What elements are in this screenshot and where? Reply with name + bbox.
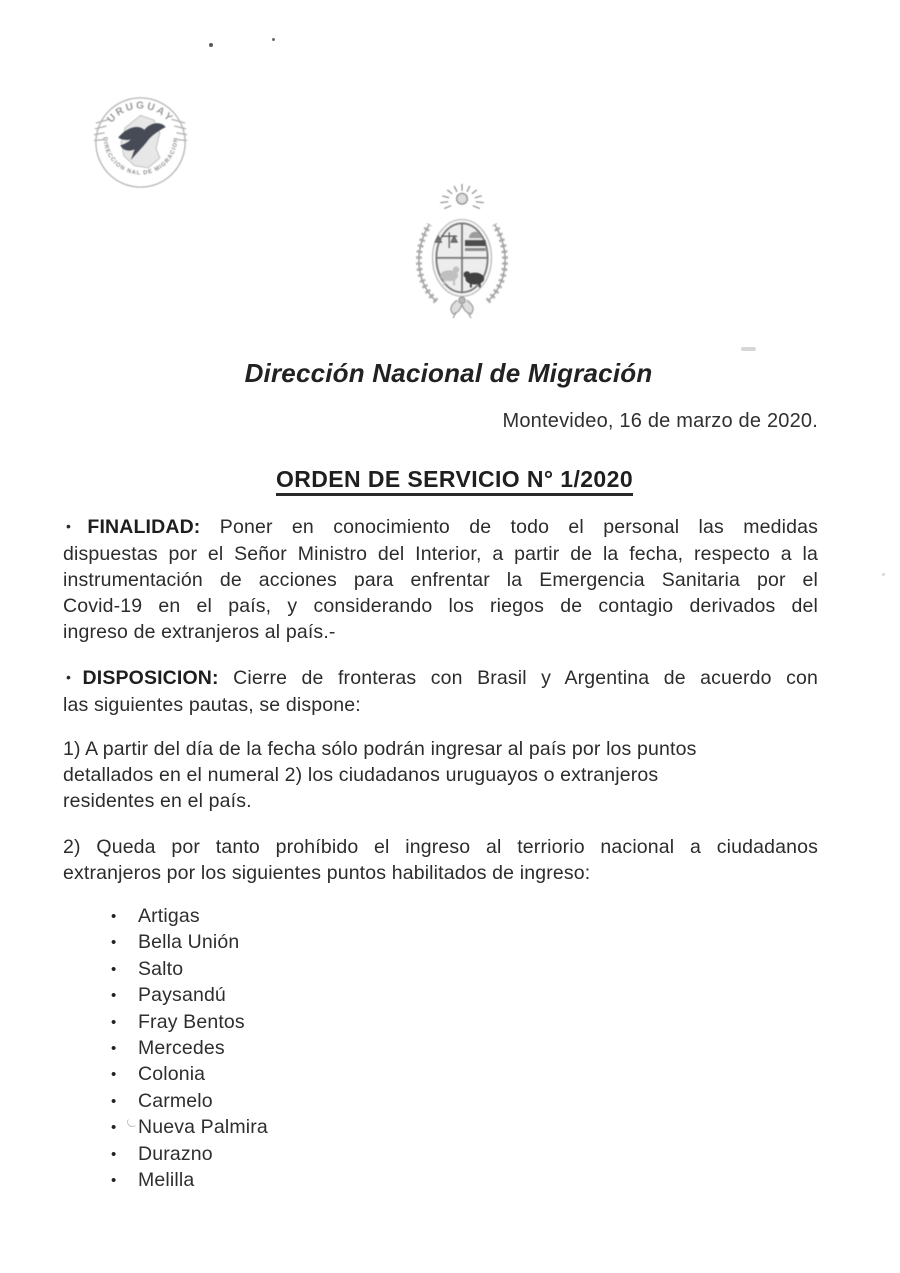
paragraph-line: residentes en el país. bbox=[63, 790, 252, 812]
border-point-label: Melilla bbox=[138, 1169, 195, 1192]
paragraph-line: instrumentación de acciones para enfrentar la Emergencia Sanitaria por el bbox=[63, 569, 818, 591]
bullet-dot: • bbox=[66, 669, 72, 685]
border-point-label: Artigas bbox=[138, 905, 200, 927]
border-point-label: Bella Unión bbox=[138, 931, 240, 954]
border-point-label: Colonia bbox=[138, 1063, 206, 1086]
list-item bbox=[111, 1088, 818, 1114]
disposicion-paragraph bbox=[63, 665, 818, 718]
finalidad-label: FINALIDAD: bbox=[87, 516, 201, 538]
paragraph-line: detallados en el numeral 2) los ciudadanos uruguayos o extranjeros bbox=[63, 764, 659, 786]
border-point-label: Durazno bbox=[138, 1142, 213, 1165]
bullet-dot: • bbox=[111, 1119, 117, 1137]
finalidad-paragraph bbox=[63, 514, 818, 645]
list-item bbox=[111, 1061, 818, 1087]
paragraph-text: Cierre de fronteras con Brasil y Argentina de acuerdo con bbox=[233, 667, 818, 689]
border-points-list bbox=[63, 903, 818, 1193]
bullet-dot: • bbox=[111, 1172, 117, 1190]
list-item bbox=[111, 903, 818, 929]
bullet-dot: • bbox=[111, 1145, 117, 1163]
bullet-dot: • bbox=[111, 987, 117, 1005]
disposicion-label: DISPOSICION: bbox=[82, 667, 219, 689]
paragraph-line: ingreso de extranjeros al país.- bbox=[63, 621, 336, 643]
list-item bbox=[111, 1141, 818, 1167]
date-line: Montevideo, 16 de marzo de 2020. bbox=[502, 410, 818, 432]
scan-speck bbox=[882, 573, 885, 576]
paragraph-line: Covid-19 en el país, y considerando los riegos de contagio derivados del bbox=[63, 595, 818, 617]
list-item bbox=[111, 1035, 818, 1061]
paragraph-line: dispuestas por el Señor Ministro del Interior, a partir de la fecha, respecto a la bbox=[63, 543, 818, 565]
border-point-label: Carmelo bbox=[138, 1089, 213, 1112]
numbered-item-1 bbox=[63, 736, 818, 814]
bullet-dot: • bbox=[111, 1040, 117, 1058]
list-item bbox=[111, 956, 818, 982]
bullet-dot: • bbox=[111, 1066, 117, 1084]
border-point-label: Salto bbox=[138, 957, 184, 980]
list-item bbox=[111, 982, 818, 1008]
border-point-label: Paysandú bbox=[138, 984, 226, 1007]
list-item bbox=[111, 1009, 818, 1035]
border-point-label: Fray Bentos bbox=[138, 1010, 245, 1033]
organization-title: Dirección Nacional de Migración bbox=[244, 358, 653, 388]
paragraph-text: Poner en conocimiento de todo el personal las medidas bbox=[219, 516, 818, 538]
list-item bbox=[111, 1167, 818, 1193]
stamp-top-text: URUGUAY bbox=[105, 100, 176, 126]
list-item bbox=[111, 929, 818, 955]
order-heading-text: ORDEN DE SERVICIO N° 1/2020 bbox=[276, 466, 633, 496]
border-point-label: Mercedes bbox=[138, 1037, 225, 1060]
paragraph-line: 2) Queda por tanto prohíbido el ingreso al terriorio nacional a ciudadanos bbox=[63, 836, 818, 858]
bullet-dot: • bbox=[111, 960, 117, 978]
document-body bbox=[63, 0, 818, 1193]
paragraph-line bbox=[63, 514, 818, 541]
stamp-bottom-text: DIRECCION NAL DE MIGRACION bbox=[101, 136, 180, 177]
list-item bbox=[111, 1114, 818, 1140]
numbered-item-2 bbox=[63, 834, 818, 886]
paragraph-line: 1) A partir del día de la fecha sólo podrán ingresar al país por los puntos bbox=[63, 738, 697, 760]
bullet-dot: • bbox=[111, 934, 117, 952]
paragraph-line: extranjeros por los siguientes puntos habilitados de ingreso: bbox=[63, 862, 591, 884]
order-heading bbox=[77, 466, 832, 493]
bullet-dot: • bbox=[111, 1092, 117, 1110]
bullet-dot: • bbox=[111, 1013, 117, 1031]
bullet-dot: • bbox=[66, 518, 72, 534]
paragraph-line: las siguientes pautas, se dispone: bbox=[63, 694, 361, 716]
border-point-label: Nueva Palmira bbox=[138, 1116, 268, 1139]
bullet-dot: • bbox=[111, 908, 117, 925]
paragraph-line bbox=[63, 665, 818, 692]
